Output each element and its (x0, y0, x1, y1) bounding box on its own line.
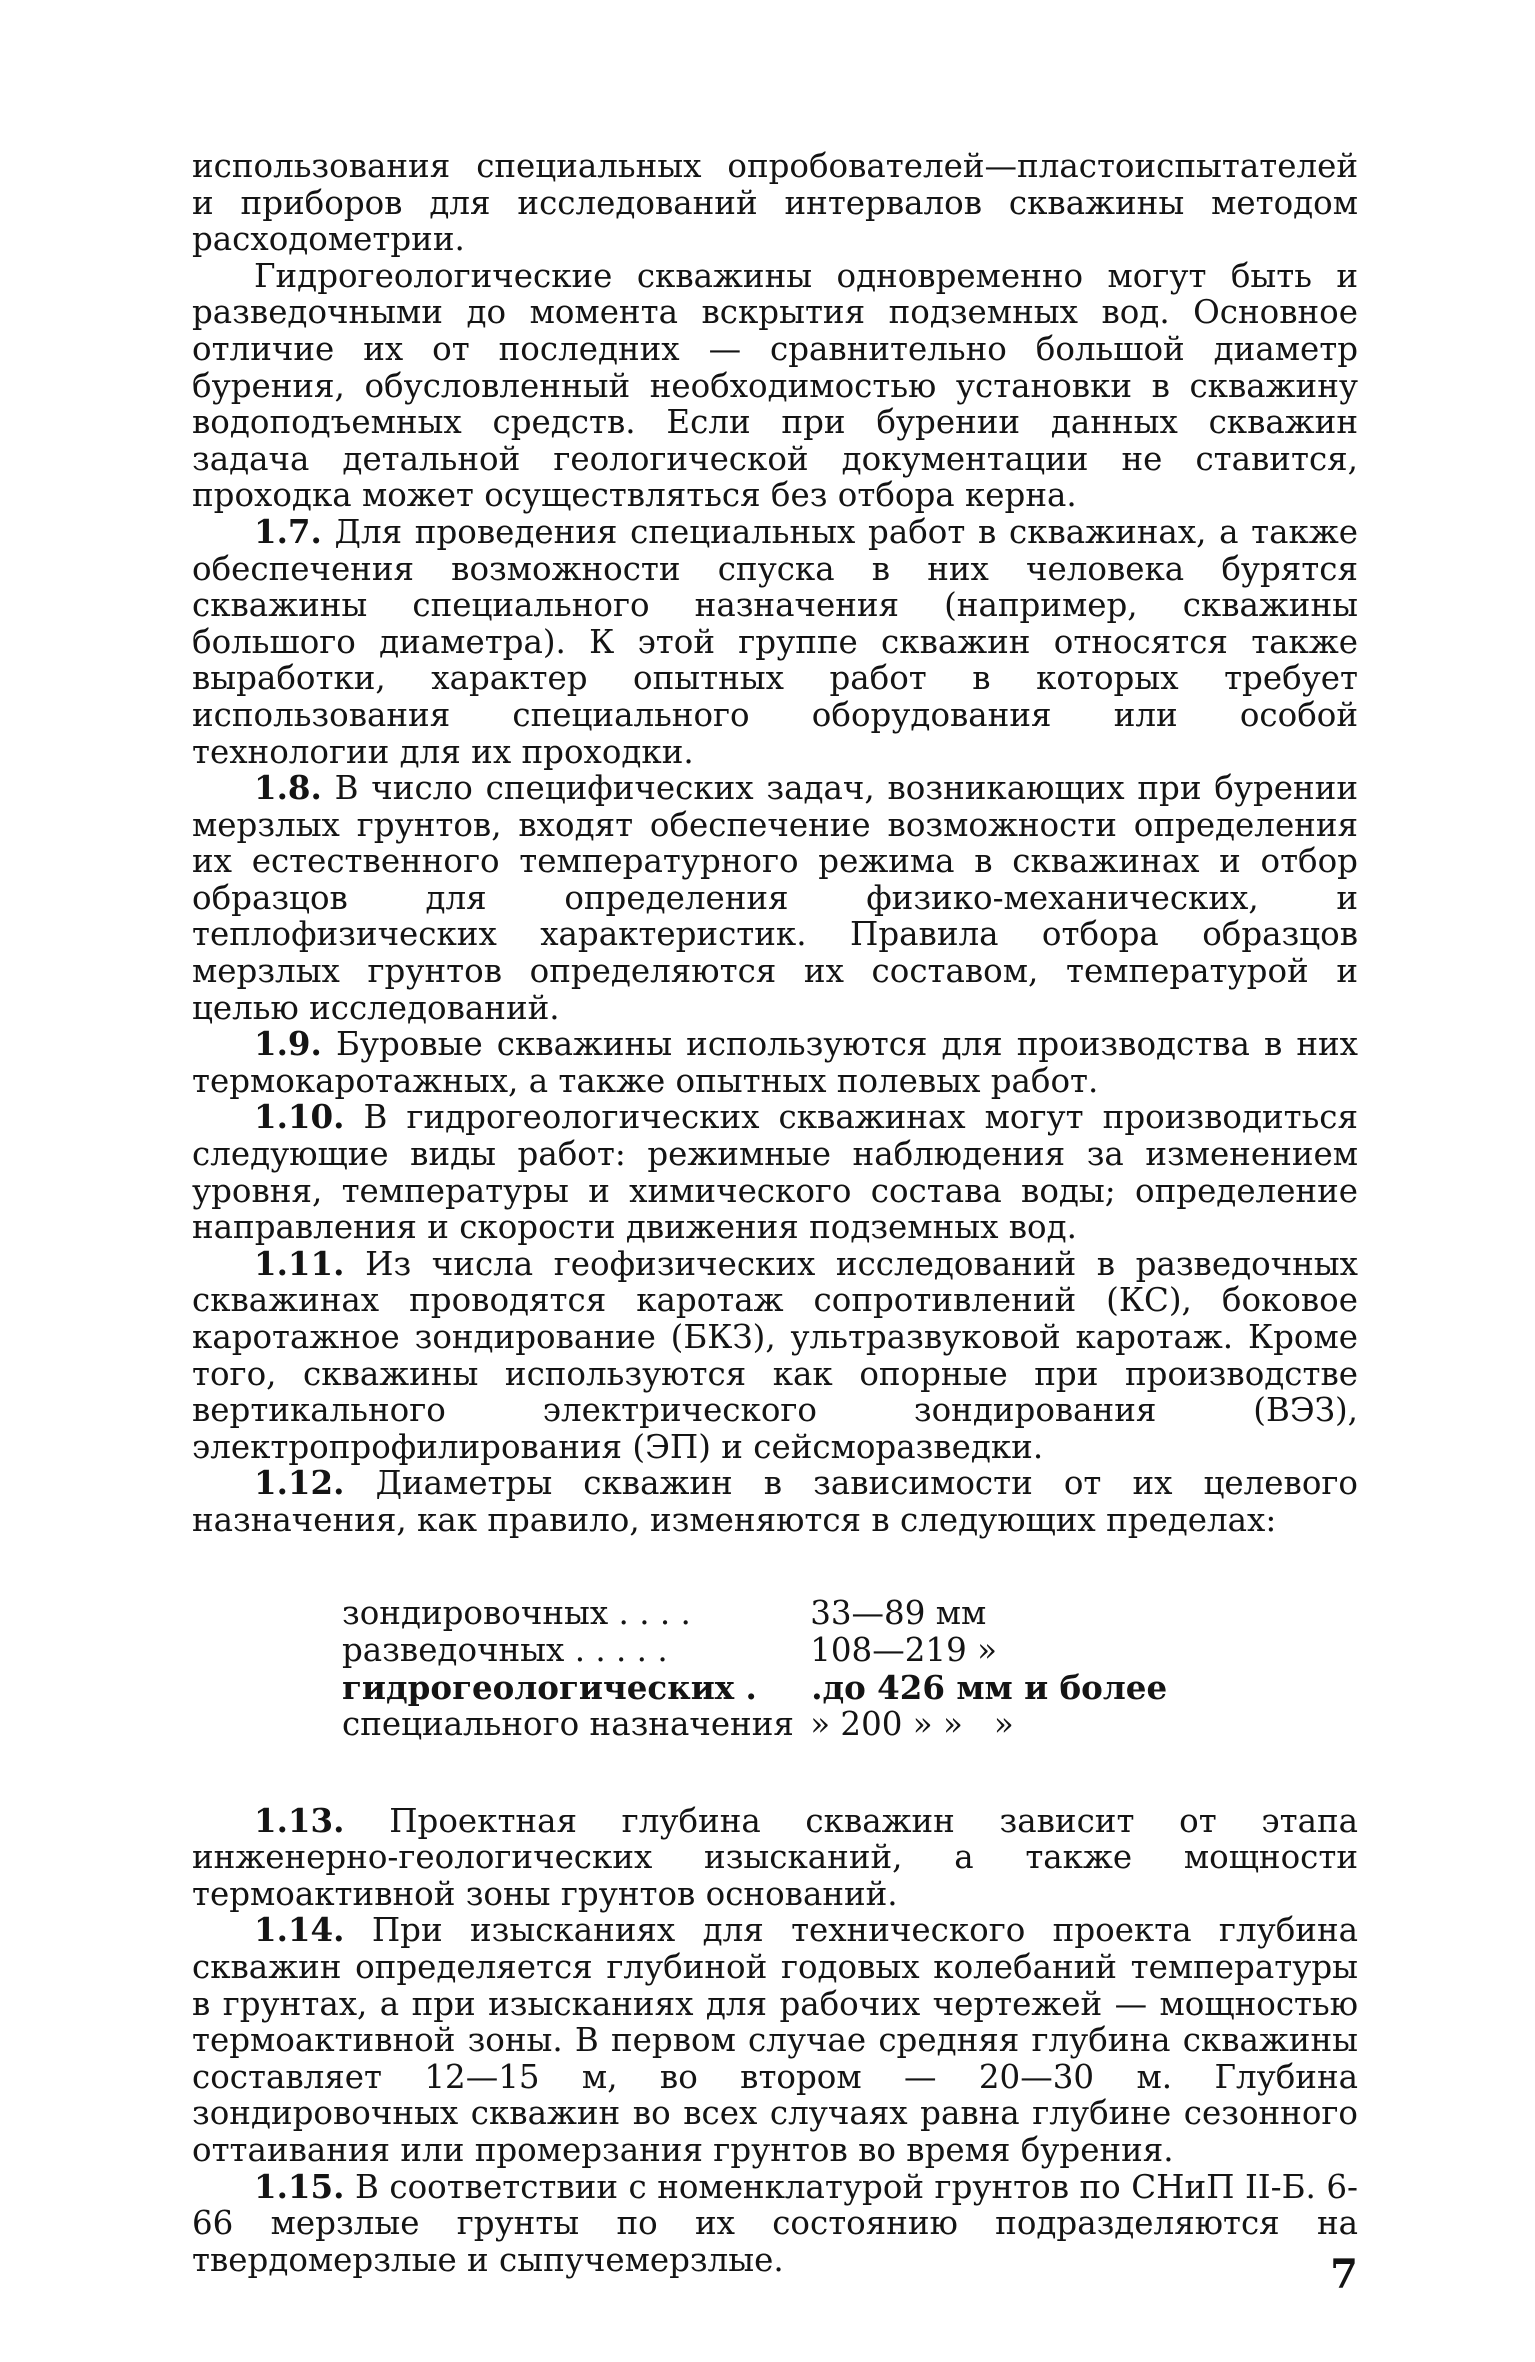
paragraph-number: 1.14. (254, 1910, 345, 1950)
list-item (342, 1669, 1167, 1706)
diameter-value: 33—89 мм (799, 1593, 987, 1632)
paragraph-number: 1.15. (254, 2166, 345, 2206)
paragraph-1-9 (192, 1026, 1358, 1099)
paragraph-1-7 (192, 511, 1358, 771)
paragraph-1-12 (192, 1465, 1358, 1538)
well-type: зондировочных (342, 1593, 609, 1632)
paragraph-1-10 (192, 1099, 1358, 1245)
paragraph-text: Проектная глубина скважин зависит от этапа инженерно-геологических изысканий, а также мощности термоактивной зоны грунтов оснований. (192, 1801, 1358, 1913)
paragraph-text: В соответствии с номенклатурой грунтов по СНиП II-Б. 6-66 мерзлые грунты по их состоянию подразделяются на твердомерзлые и сыпучемерзлые. (192, 2167, 1358, 2279)
page-number: 7 (1330, 2251, 1358, 2298)
paragraph-continuation (192, 148, 1358, 258)
well-type: разведочных (342, 1630, 565, 1669)
leader-dots: . . . . (608, 1593, 691, 1632)
list-item (342, 1632, 1167, 1669)
paragraph-text: Буровые скважины используются для производства в них термокаротажных, а также опытных полевых работ. (192, 1025, 1358, 1100)
paragraph-1-8 (192, 770, 1358, 1026)
paragraph-number: 1.9. (254, 1024, 322, 1064)
diameter-value: 108—219 » (799, 1630, 997, 1669)
diameter-value: .до 426 мм и более (799, 1667, 1168, 1707)
paragraph-text: Из числа геофизических исследований в разведочных скважинах проводятся каротаж сопротивлений (КС), боковое каротажное зондирование (БКЗ), ультразвуковой каротаж. Кроме того, скважины используются как опорные при производстве вертикального электрического зондирования (ВЭЗ), электропрофилирования (ЭП) и сейсморазведки. (192, 1244, 1358, 1466)
paragraph-number: 1.11. (254, 1243, 345, 1283)
paragraph-hydrogeological-wells (192, 258, 1358, 514)
paragraph-text: Гидрогеологические скважины одновременно могут быть и разведочными до момента вскрытия подземных вод. Основное отличие их от последних — сравнительно большой диаметр бурения, обусловленный необходимостью установки в скважину водоподъемных средств. Если при бурении данных скважин задача детальной геологической документации не ставится, проходка может осуществляться без отбора керна. (192, 256, 1358, 515)
leader-dots: . (734, 1667, 757, 1707)
paragraph-number: 1.8. (254, 768, 322, 808)
paragraph-text: Для проведения специальных работ в скважинах, а также обеспечения возможности спуска в них человека бурятся скважины специального назначения (например, скважины большого диаметра). К этой группе скважин относятся также выработки, характер опытных работ в которых требует использования специального оборудования или особой технологии для их проходки. (192, 512, 1358, 771)
paragraph-1-13 (192, 1800, 1358, 1913)
well-type: специального назначения (342, 1704, 794, 1743)
list-item (342, 1595, 1167, 1632)
paragraph-text: использования специальных опробователей—пластоиспытателей и приборов для исследований интервалов скважины методом расходометрии. (192, 147, 1358, 259)
paragraph-number: 1.7. (254, 511, 322, 551)
paragraph-number: 1.12. (254, 1463, 345, 1503)
well-diameter-list (342, 1595, 1167, 1743)
leader-dots: . . . . . (564, 1630, 668, 1669)
diameter-value: » 200 » » » (799, 1704, 1014, 1743)
paragraph-number: 1.13. (254, 1800, 345, 1840)
paragraph-number: 1.10. (254, 1097, 345, 1137)
paragraph-text: В гидрогеологических скважинах могут производиться следующие виды работ: режимные наблюдения за изменением уровня, температуры и химического состава воды; определение направления и скорости движения подземных вод. (192, 1098, 1358, 1247)
paragraph-1-11 (192, 1243, 1358, 1466)
document-page (192, 148, 1358, 2298)
well-type: гидрогеологических (342, 1667, 735, 1707)
paragraph-text: При изысканиях для технического проекта глубина скважин определяется глубиной годовых колебаний температуры в грунтах, а при изысканиях для рабочих чертежей — мощностью термоактивной зоны. В первом случае средняя глубина скважины составляет 12—15 м, во втором — 20—30 м. Глубина зондировочных скважин во всех случаях равна глубине сезонного оттаивания или промерзания грунтов во время бурения. (192, 1911, 1358, 2169)
paragraph-text: В число специфических задач, возникающих при бурении мерзлых грунтов, входят обеспечение возможности определения их естественного температурного режима в скважинах и отбор образцов для определения физико-механических, и теплофизических характеристик. Правила отбора образцов мерзлых грунтов определяются их составом, температурой и целью исследований. (192, 769, 1358, 1027)
list-item (342, 1706, 1167, 1743)
paragraph-1-15 (192, 2166, 1358, 2279)
paragraph-text: Диаметры скважин в зависимости от их целевого назначения, как правило, изменяются в следующих пределах: (192, 1464, 1358, 1539)
paragraph-1-14 (192, 1912, 1358, 2168)
